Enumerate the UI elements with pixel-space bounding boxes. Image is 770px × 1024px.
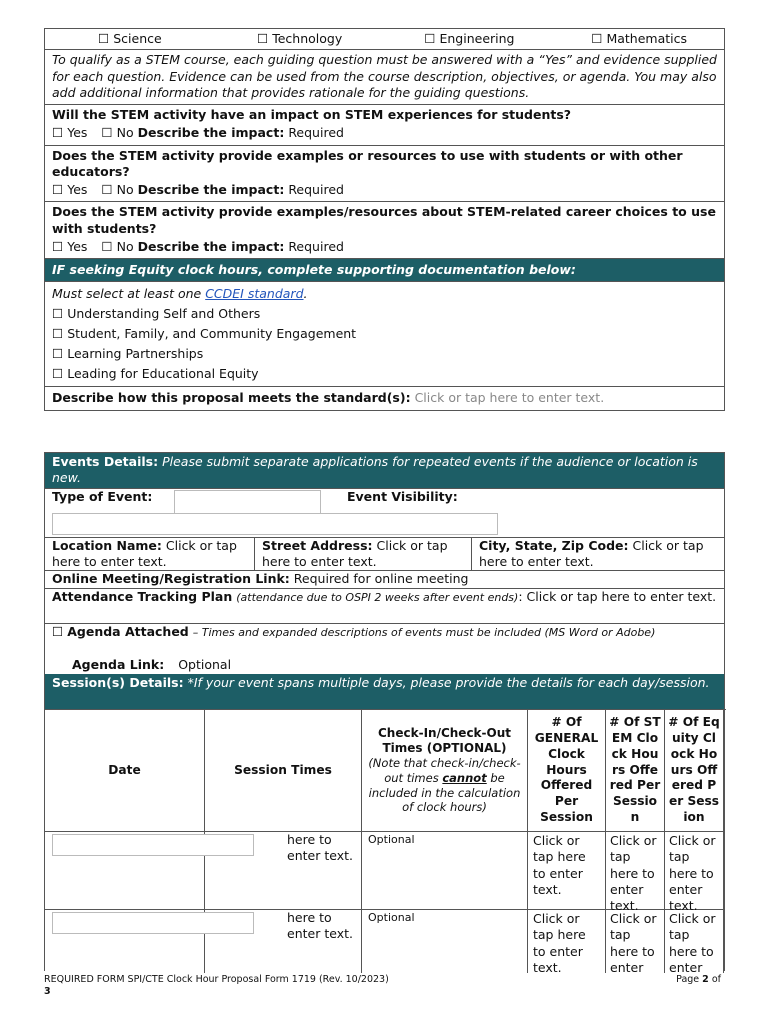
event-type-input[interactable] (174, 490, 321, 514)
qualify-instructions: To qualify as a STEM course, each guiding question must be answered with a “Yes” and evidence supplied for each question. Evidence can be used from the course description, objectives, or agenda. You may also add additional information that provides rationale for the guiding questions. (45, 49, 724, 104)
header-checkin: Check-In/Check-Out Times (OPTIONAL) (Note that check-in/check-out times cannot be included in the calculation of clock hours) (362, 710, 528, 832)
header-session-times: Session Times (205, 710, 362, 832)
footer-form-label: REQUIRED FORM SPI/CTE Clock Hour Proposal Form 1719 (Rev. 10/2023) (44, 974, 389, 985)
question-2-text: Does the STEM activity provide examples or resources to use with students or with other educators? (52, 147, 683, 179)
question-3-describe-input[interactable]: Required (288, 238, 344, 254)
header-stem-hours: # Of STEM Clock Hours Offered Per Session (606, 710, 665, 832)
row2-session-times[interactable]: here to enter text. (205, 910, 362, 973)
row2-checkin[interactable]: Optional (362, 910, 528, 973)
city-state-zip-cell[interactable]: City, State, Zip Code: Click or tap here to enter text. (479, 538, 704, 570)
equity-header: IF seeking Equity clock hours, complete supporting documentation below: (45, 258, 724, 281)
question-2-no[interactable]: ☐ No (101, 182, 133, 197)
event-type-row (45, 488, 724, 538)
row1-date-cell (45, 832, 205, 910)
question-2-describe-label: Describe the impact: (137, 182, 285, 197)
location-name-cell[interactable]: Location Name: Click or tap here to enter text. (45, 538, 255, 570)
question-2-describe-input[interactable]: Required (288, 182, 344, 197)
stem-section (44, 28, 725, 411)
online-meeting-row (45, 570, 724, 588)
row2-stem-hours[interactable]: Click or tap here to enter (606, 910, 665, 973)
location-row (45, 537, 724, 570)
attendance-input[interactable]: : Click or tap here to enter text. (518, 589, 717, 604)
stem-option-mathematics[interactable]: ☐ Mathematics (554, 31, 724, 47)
equity-describe-row (45, 386, 724, 409)
stem-options-row (45, 29, 724, 49)
question-3-yes[interactable]: ☐ Yes (52, 239, 87, 254)
row2-equity-hours[interactable]: Click or tap here to enter (665, 910, 724, 973)
equity-describe-label: Describe how this proposal meets the standard(s): (52, 390, 411, 406)
equity-option-family-community[interactable]: ☐ Student, Family, and Community Engagement (52, 324, 717, 344)
question-1 (45, 104, 724, 145)
sessions-table (45, 709, 726, 975)
stem-option-technology[interactable]: ☐ Technology (215, 31, 385, 47)
events-header: Events Details: Please submit separate applications for repeated events if the audience or location is new. (45, 453, 724, 488)
question-1-describe-label: Describe the impact: (137, 125, 285, 141)
attendance-label: Attendance Tracking Plan (52, 589, 233, 604)
attendance-note: (attendance due to OSPI 2 weeks after event ends) (236, 591, 519, 604)
agenda-attached (45, 624, 724, 640)
agenda-link-label: Agenda Link: (72, 657, 165, 672)
row1-stem-hours[interactable]: Click or tap here to enter text. (606, 832, 665, 910)
agenda-link-input[interactable]: Optional (178, 657, 232, 672)
row1-equity-hours[interactable]: Click or tap here to enter text. (665, 832, 724, 910)
event-type-label: Type of Event: (52, 489, 153, 504)
equity-option-educational-equity[interactable]: ☐ Leading for Educational Equity (52, 364, 717, 384)
question-1-text: Will the STEM activity have an impact on STEM experiences for students? (52, 107, 572, 122)
header-general-hours: # Of GENERAL Clock Hours Offered Per Session (528, 710, 606, 832)
question-3 (45, 201, 724, 258)
equity-must-select: Must select at least one CCDEI standard. (52, 286, 308, 302)
agenda-row (45, 623, 724, 674)
question-1-describe-input[interactable]: Required (288, 125, 344, 141)
row2-general-hours[interactable]: Click or tap here to enter text. (528, 910, 606, 973)
events-section (44, 452, 725, 975)
row1-checkin[interactable]: Optional (362, 832, 528, 910)
row1-general-hours[interactable]: Click or tap here to enter text. (528, 832, 606, 910)
equity-describe-input[interactable]: Click or tap here to enter text. (414, 390, 605, 406)
header-equity-hours: # Of Equity Clock Hours Offered Per Session (665, 710, 724, 832)
question-3-no[interactable]: ☐ No (101, 239, 133, 254)
agenda-attached-checkbox[interactable]: ☐ Agenda Attached (52, 624, 189, 639)
header-date: Date (45, 710, 205, 832)
street-address-cell[interactable]: Street Address: Click or tap here to enter text. (255, 538, 472, 570)
question-1-no[interactable]: ☐ No (101, 125, 133, 140)
equity-option-self-others[interactable]: ☐ Understanding Self and Others (52, 304, 717, 324)
online-meeting-input[interactable]: Required for online meeting (293, 571, 469, 586)
row2-date-cell (45, 910, 205, 973)
agenda-note: – Times and expanded descriptions of events must be included (MS Word or Adobe) (192, 626, 656, 639)
row1-session-times[interactable]: here to enter text. (205, 832, 362, 910)
question-3-describe-label: Describe the impact: (137, 238, 285, 254)
footer-page-total: 3 (44, 986, 51, 997)
page-footer (44, 974, 725, 997)
question-2-yes[interactable]: ☐ Yes (52, 182, 87, 197)
event-visibility-input[interactable] (52, 513, 498, 535)
stem-option-engineering[interactable]: ☐ Engineering (385, 31, 555, 47)
question-2 (45, 145, 724, 202)
equity-option-learning-partnerships[interactable]: ☐ Learning Partnerships (52, 344, 717, 364)
equity-standards (45, 281, 724, 386)
stem-option-science[interactable]: ☐ Science (45, 31, 215, 47)
ccdei-standard-link[interactable]: CCDEI standard (205, 286, 304, 302)
event-visibility-label: Event Visibility: (347, 489, 458, 504)
sessions-header: Session(s) Details: *If your event spans multiple days, please provide the details for each day/session. (45, 674, 724, 709)
attendance-row (45, 588, 724, 623)
question-1-yes[interactable]: ☐ Yes (52, 125, 87, 140)
online-meeting-label: Online Meeting/Registration Link: (52, 571, 290, 586)
footer-page-number: Page 2 of (676, 974, 721, 985)
agenda-link (72, 657, 231, 673)
question-3-text: Does the STEM activity provide examples/resources about STEM-related career choices to use with students? (52, 204, 716, 236)
